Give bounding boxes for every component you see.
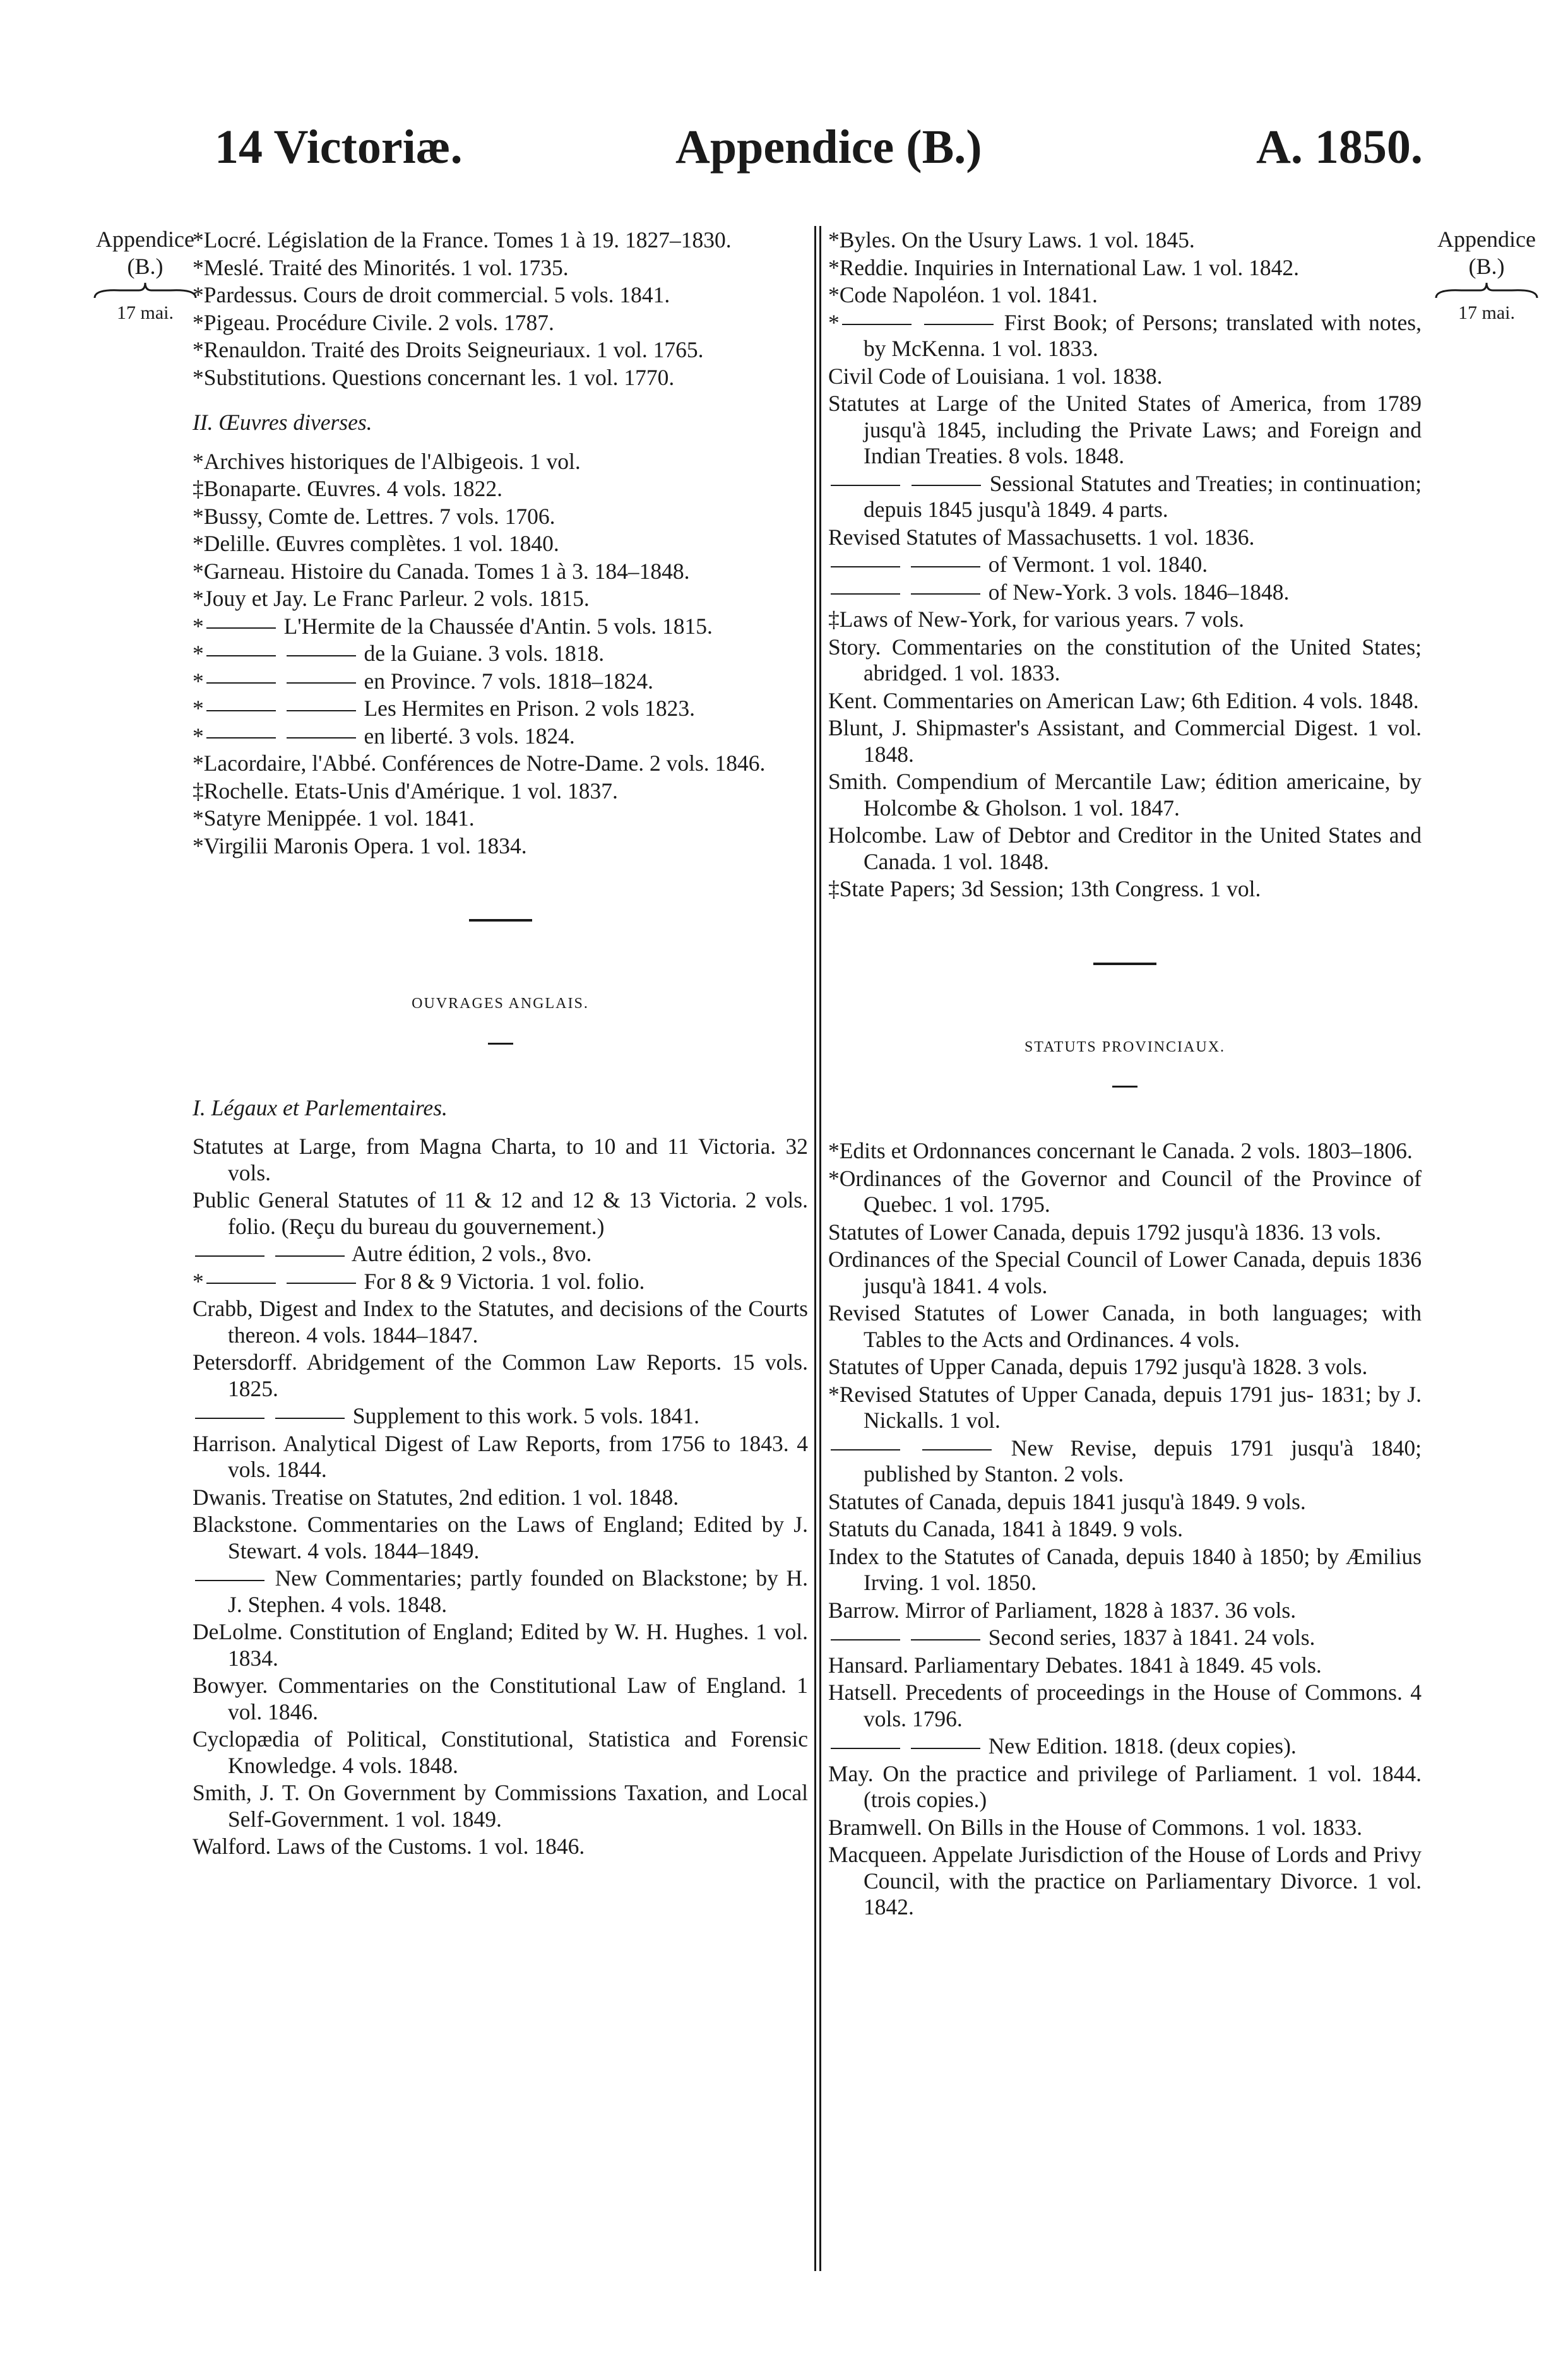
section-title-provinciaux: STATUTS PROVINCIAUX.	[1024, 1038, 1226, 1055]
catalogue-entry: DeLolme. Constitution of England; Edited by W. H. Hughes. 1 vol. 1834.	[193, 1619, 808, 1671]
section-title-anglais: OUVRAGES ANGLAIS.	[412, 995, 589, 1012]
catalogue-entry: Cyclopædia of Political, Constitutional, Statistica and Forensic Knowledge. 4 vols. 1848.	[193, 1726, 808, 1778]
entry-list	[193, 1134, 808, 1860]
catalogue-entry: Barrow. Mirror of Parliament, 1828 à 1837. 36 vols.	[828, 1597, 1297, 1623]
catalogue-entry: New Revise, depuis 1791 jusqu'à 1840; published by Stanton. 2 vols.	[828, 1435, 1422, 1488]
section-divider	[469, 919, 532, 922]
catalogue-entry: Autre édition, 2 vols., 8vo.	[193, 1241, 808, 1267]
catalogue-entry: *Pardessus. Cours de droit commercial. 5 vols. 1841.	[193, 282, 670, 307]
ditto-rule	[287, 655, 356, 656]
catalogue-entry: *Pigeau. Procédure Civile. 2 vols. 1787.	[193, 309, 554, 335]
catalogue-entry: * Les Hermites en Prison. 2 vols 1823.	[193, 696, 696, 721]
catalogue-entry: Harrison. Analytical Digest of Law Reports, from 1756 to 1843. 4 vols. 1844.	[193, 1430, 808, 1482]
margin-note-title: Appendice	[96, 227, 194, 252]
catalogue-entry: New Commentaries; partly founded on Blackstone; by H. J. Stephen. 4 vols. 1848.	[193, 1565, 808, 1618]
catalogue-entry: Statuts du Canada, 1841 à 1849. 9 vols.	[828, 1516, 1184, 1541]
ditto-rule	[912, 485, 981, 486]
catalogue-entry: Statutes of Canada, depuis 1841 jusqu'à 1849. 9 vols.	[828, 1488, 1306, 1514]
ditto-rule	[275, 1255, 345, 1257]
left-column	[193, 227, 808, 2272]
catalogue-entry: Kent. Commentaries on American Law; 6th Edition. 4 vols. 1848.	[828, 687, 1419, 713]
catalogue-entry: *Reddie. Inquiries in International Law. 1 vol. 1842.	[828, 254, 1299, 280]
column-rule	[819, 226, 821, 2271]
catalogue-entry: *Archives historiques de l'Albigeois. 1 vol.	[193, 448, 581, 474]
ditto-rule	[206, 682, 276, 684]
ditto-rule	[206, 1283, 276, 1284]
catalogue-entry: *Substitutions. Questions concernant les. 1 vol. 1770.	[193, 364, 675, 390]
margin-note-right	[1423, 226, 1550, 324]
margin-note-title: Appendice	[1437, 227, 1536, 252]
ditto-rule	[275, 1418, 345, 1419]
catalogue-entry: Bowyer. Commentaries on the Constitutional Law of England. 1 vol. 1846.	[193, 1673, 808, 1724]
catalogue-entry: *Byles. On the Usury Laws. 1 vol. 1845.	[828, 227, 1195, 252]
right-column	[828, 227, 1422, 2272]
catalogue-entry: Blackstone. Commentaries on the Laws of England; Edited by J. Stewart. 4 vols. 1844–1849.	[193, 1512, 808, 1563]
catalogue-entry: Statutes of Upper Canada, depuis 1792 jusqu'à 1828. 3 vols.	[828, 1354, 1368, 1379]
column-rule	[814, 226, 816, 2271]
catalogue-entry: Sessional Statutes and Treaties; in continuation; depuis 1845 jusqu'à 1849. 4 parts.	[828, 471, 1422, 523]
catalogue-entry: Statutes at Large, from Magna Charta, to 10 and 11 Victoria. 32 vols.	[193, 1134, 808, 1185]
catalogue-entry: Holcombe. Law of Debtor and Creditor in the United States and Canada. 1 vol. 1848.	[828, 822, 1422, 874]
catalogue-entry: *Jouy et Jay. Le Franc Parleur. 2 vols. 1815.	[193, 586, 590, 611]
ditto-rule	[195, 1418, 264, 1419]
catalogue-entry: * de la Guiane. 3 vols. 1818.	[193, 641, 605, 666]
ditto-rule	[911, 593, 980, 595]
brace-icon	[82, 280, 208, 302]
catalogue-entry: *Code Napoléon. 1 vol. 1841.	[828, 282, 1098, 307]
catalogue-entry: *Renauldon. Traité des Droits Seigneuriaux. 1 vol. 1765.	[193, 337, 704, 362]
ditto-rule	[911, 1639, 980, 1640]
ditto-rule	[287, 710, 356, 711]
catalogue-entry: ‡State Papers; 3d Session; 13th Congress. 1 vol.	[828, 876, 1261, 901]
catalogue-entry: ‡Bonaparte. Œuvres. 4 vols. 1822.	[193, 476, 503, 501]
catalogue-entry: of Vermont. 1 vol. 1840.	[828, 552, 1422, 578]
margin-note-date: 17 mai.	[1458, 302, 1515, 324]
catalogue-entry: Petersdorff. Abridgement of the Common Law Reports. 15 vols. 1825.	[193, 1350, 808, 1401]
ditto-rule	[206, 710, 276, 711]
ditto-rule	[287, 682, 356, 684]
catalogue-entry: Statutes of Lower Canada, depuis 1792 jusqu'à 1836. 13 vols.	[828, 1219, 1382, 1245]
ditto-rule	[911, 566, 980, 567]
entry-list	[828, 1138, 1422, 1921]
ditto-rule	[206, 655, 276, 656]
catalogue-entry: Index to the Statutes of Canada, depuis 1840 à 1850; by Æmilius Irving. 1 vol. 1850.	[828, 1543, 1422, 1595]
catalogue-entry: Walford. Laws of the Customs. 1 vol. 1846.	[193, 1834, 585, 1859]
catalogue-entry: * For 8 & 9 Victoria. 1 vol. folio.	[193, 1268, 645, 1294]
ditto-rule	[206, 737, 276, 739]
header-session: 14 Victoriæ.	[215, 121, 463, 174]
ditto-rule	[924, 324, 994, 325]
ditto-rule	[831, 566, 900, 567]
ditto-rule	[831, 593, 900, 595]
catalogue-entry: *Lacordaire, l'Abbé. Conférences de Notre-Dame. 2 vols. 1846.	[193, 750, 766, 776]
catalogue-entry: Hansard. Parliamentary Debates. 1841 à 1849. 45 vols.	[828, 1652, 1322, 1678]
catalogue-entry: ‡Laws of New-York, for various years. 7 vols.	[828, 607, 1244, 632]
ditto-rule	[287, 1283, 356, 1284]
catalogue-entry: *Satyre Menippée. 1 vol. 1841.	[193, 805, 475, 831]
catalogue-entry: * en liberté. 3 vols. 1824.	[193, 723, 575, 749]
header-appendix: Appendice (B.)	[675, 121, 982, 174]
catalogue-entry: of New-York. 3 vols. 1846–1848.	[828, 579, 1422, 606]
catalogue-entry: May. On the practice and privilege of Parliament. 1 vol. 1844. (trois copies.)	[828, 1760, 1422, 1812]
entry-list	[193, 227, 808, 391]
catalogue-entry: ‡Rochelle. Etats-Unis d'Amérique. 1 vol. 1837.	[193, 778, 618, 804]
header-year: A. 1850.	[1256, 121, 1423, 174]
catalogue-entry: Smith. Compendium of Mercantile Law; édition americaine, by Holcombe & Gholson. 1 vol. 1847.	[828, 769, 1422, 821]
ditto-rule	[195, 1580, 264, 1581]
catalogue-entry: *Edits et Ordonnances concernant le Canada. 2 vols. 1803–1806.	[828, 1138, 1413, 1163]
ditto-rule	[911, 1748, 980, 1749]
catalogue-entry: Smith, J. T. On Government by Commissions Taxation, and Local Self-Government. 1 vol. 1849.	[193, 1780, 808, 1832]
margin-note-left	[82, 226, 208, 324]
ditto-rule	[831, 1748, 900, 1749]
catalogue-entry: Civil Code of Louisiana. 1 vol. 1838.	[828, 363, 1163, 389]
section-heading-oeuvres: II. Œuvres diverses.	[193, 410, 372, 435]
catalogue-entry: Statutes at Large of the United States of America, from 1789 jusqu'à 1845, including the Private Laws; and Foreign and Indian Treaties. 8 vols. 1848.	[828, 391, 1422, 468]
section-divider	[1112, 1086, 1137, 1088]
margin-note-sub: (B.)	[127, 254, 163, 280]
catalogue-entry: New Edition. 1818. (deux copies).	[828, 1733, 1422, 1760]
catalogue-entry: * L'Hermite de la Chaussée d'Antin. 5 vols. 1815.	[193, 613, 713, 639]
brace-icon	[1423, 280, 1550, 302]
section-divider	[1093, 963, 1156, 965]
catalogue-entry: Story. Commentaries on the constitution of the United States; abridged. 1 vol. 1833.	[828, 634, 1422, 685]
catalogue-entry: *Virgilii Maronis Opera. 1 vol. 1834.	[193, 833, 527, 858]
catalogue-entry: Revised Statutes of Massachusetts. 1 vol. 1836.	[828, 524, 1255, 550]
catalogue-entry: *Revised Statutes of Upper Canada, depuis 1791 jus- 1831; by J. Nickalls. 1 vol.	[828, 1381, 1422, 1433]
ditto-rule	[195, 1255, 264, 1257]
catalogue-entry: Bramwell. On Bills in the House of Commons. 1 vol. 1833.	[828, 1814, 1363, 1840]
catalogue-entry: *Locré. Législation de la France. Tomes 1 à 19. 1827–1830.	[193, 227, 732, 252]
catalogue-entry: *Bussy, Comte de. Lettres. 7 vols. 1706.	[193, 503, 555, 529]
catalogue-entry: Blunt, J. Shipmaster's Assistant, and Commercial Digest. 1 vol. 1848.	[828, 715, 1422, 767]
catalogue-entry: * en Province. 7 vols. 1818–1824.	[193, 668, 654, 694]
catalogue-entry: Dwanis. Treatise on Statutes, 2nd edition. 1 vol. 1848.	[193, 1484, 679, 1510]
catalogue-entry: *Ordinances of the Governor and Council of the Province of Quebec. 1 vol. 1795.	[828, 1165, 1422, 1217]
ditto-rule	[831, 485, 900, 486]
catalogue-entry: Macqueen. Appelate Jurisdiction of the House of Lords and Privy Council, with the practice on Parliamentary Divorce. 1 vol. 1842.	[828, 1842, 1422, 1919]
entry-list	[828, 227, 1422, 903]
margin-note-sub: (B.)	[1468, 254, 1505, 280]
ditto-rule	[206, 627, 276, 629]
catalogue-entry: Second series, 1837 à 1841. 24 vols.	[828, 1625, 1422, 1651]
ditto-rule	[831, 1449, 900, 1450]
section-heading-legaux: I. Légaux et Parlementaires.	[193, 1094, 448, 1120]
catalogue-entry: *Meslé. Traité des Minorités. 1 vol. 1735.	[193, 254, 569, 280]
entry-list	[193, 614, 808, 750]
catalogue-entry: Crabb, Digest and Index to the Statutes, and decisions of the Courts thereon. 4 vols. 1844–1847.	[193, 1296, 808, 1348]
ditto-rule	[922, 1449, 992, 1450]
catalogue-entry: Public General Statutes of 11 & 12 and 12 & 13 Victoria. 2 vols. folio. (Reçu du bureau du gouvernement.)	[193, 1187, 808, 1239]
entry-list	[193, 750, 808, 859]
ditto-rule	[831, 1639, 900, 1640]
entry-list	[193, 449, 808, 612]
catalogue-entry: Hatsell. Precedents of proceedings in the House of Commons. 4 vols. 1796.	[828, 1680, 1422, 1731]
catalogue-entry: *Delille. Œuvres complètes. 1 vol. 1840.	[193, 531, 559, 556]
margin-note-date: 17 mai.	[117, 302, 174, 324]
catalogue-entry: Supplement to this work. 5 vols. 1841.	[193, 1403, 808, 1430]
ditto-rule	[287, 737, 356, 739]
ditto-rule	[842, 324, 912, 325]
section-divider	[488, 1043, 513, 1045]
catalogue-entry: *Garneau. Histoire du Canada. Tomes 1 à 3. 184–1848.	[193, 558, 690, 584]
catalogue-entry: Revised Statutes of Lower Canada, in both languages; with Tables to the Acts and Ordinances. 4 vols.	[828, 1300, 1422, 1352]
catalogue-entry: * First Book; of Persons; translated with notes, by McKenna. 1 vol. 1833.	[828, 309, 1422, 361]
catalogue-entry: Ordinances of the Special Council of Lower Canada, depuis 1836 jusqu'à 1841. 4 vols.	[828, 1247, 1422, 1298]
